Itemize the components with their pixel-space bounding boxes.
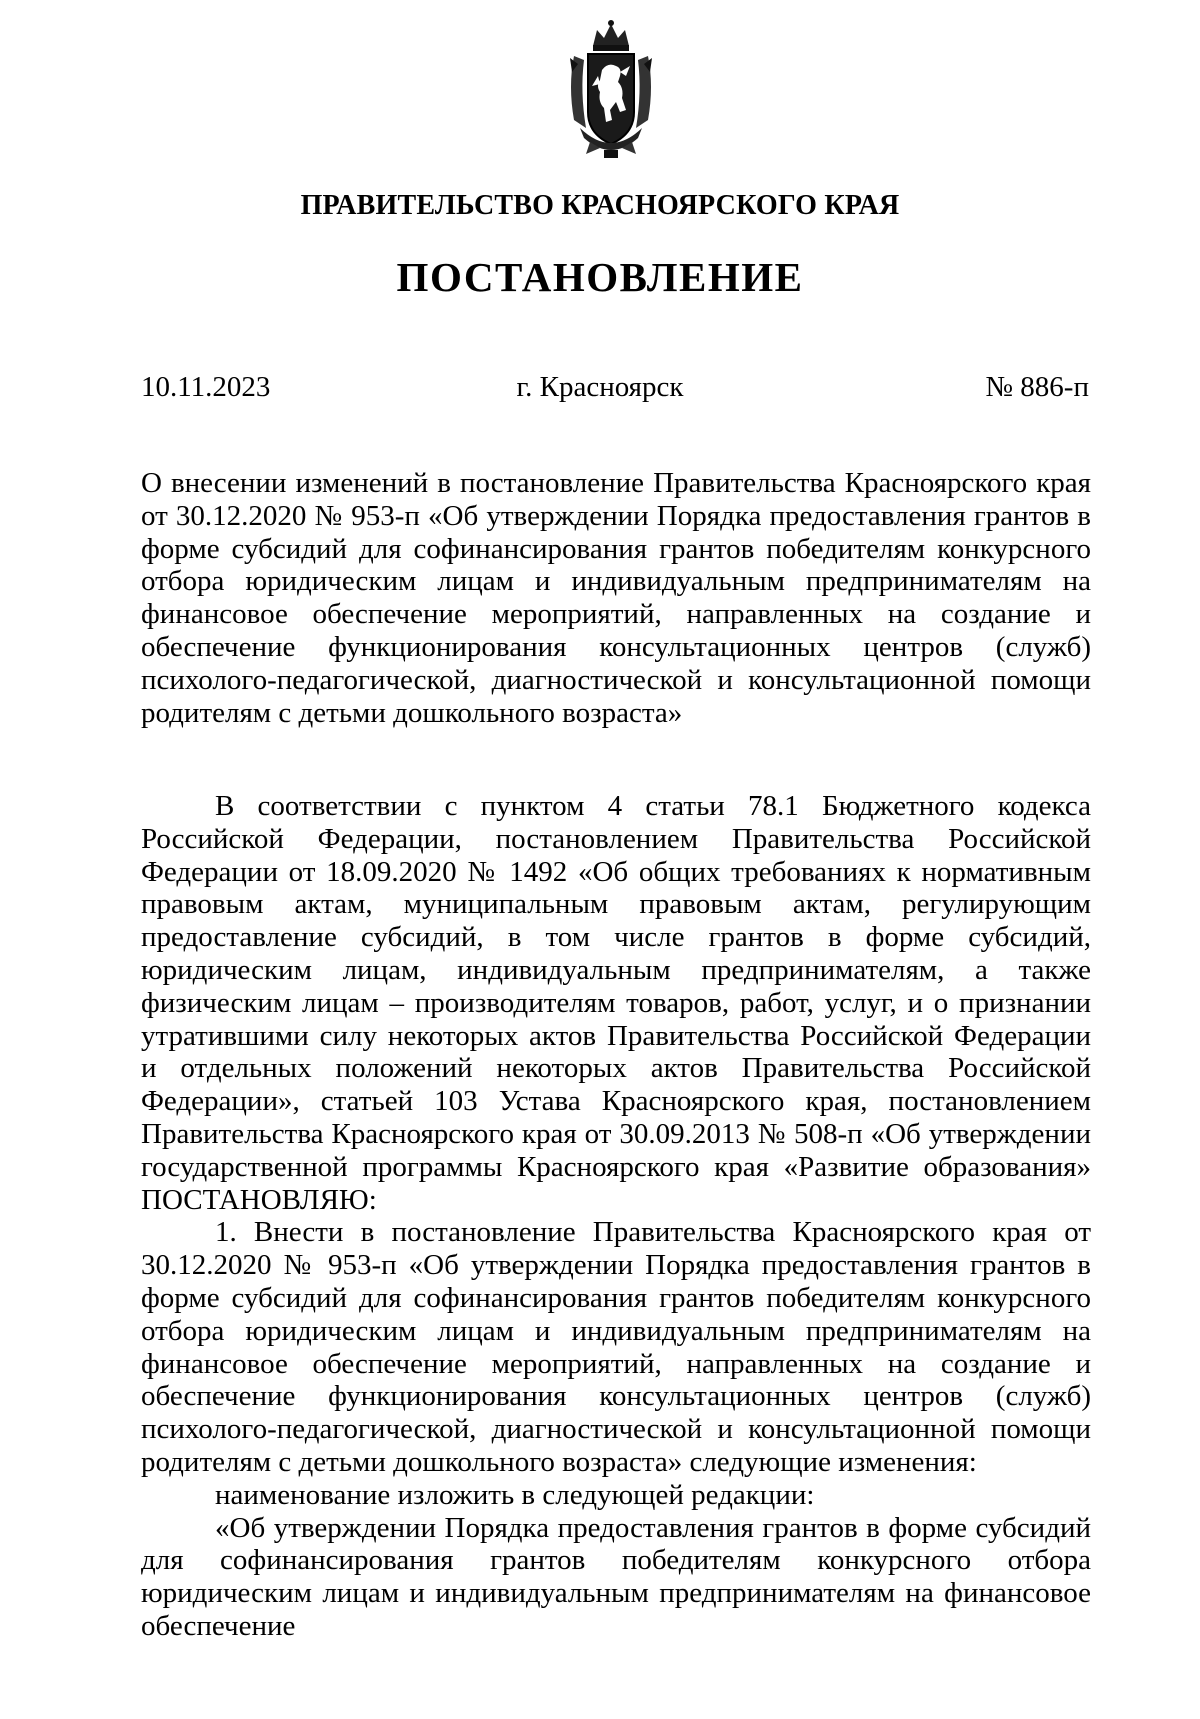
- document-title: О внесении изменений в постановление Правительства Красноярского края от 30.12.2020 № 953-п «Об утверждении Порядка предоставления грантов в форме субсидий для софинансирования грантов победителям конкурсного отбора юридическим лицам и индивидуальным предпринимателям на финансовое обеспечение мероприятий, направленных на создание и обеспечение функционирования консультационных центров (служб) психолого-педагогической, диагностической и консультационной помощи родителям с детьми дошкольного возраста»: [141, 467, 1091, 729]
- organization-heading: ПРАВИТЕЛЬСТВО КРАСНОЯРСКОГО КРАЯ: [300, 190, 900, 221]
- item-1-quote-paragraph: «Об утверждении Порядка предоставления грантов в форме субсидий для софинансирования грантов победителям конкурсного отбора юридическим лицам и индивидуальным предпринимателям на финансовое обеспечение: [141, 1511, 1091, 1642]
- document-city: г. Красноярск: [516, 371, 684, 403]
- document-number: № 886-п: [985, 371, 1089, 403]
- document-date: 10.11.2023: [141, 371, 271, 403]
- item-1-subparagraph: наименование изложить в следующей редакции:: [215, 1478, 815, 1511]
- document-type-heading: ПОСТАНОВЛЕНИЕ: [396, 254, 804, 300]
- preamble-paragraph: В соответствии с пунктом 4 статьи 78.1 Бюджетного кодекса Российской Федерации, постановлением Правительства Российской Федерации от 18.09.2020 № 1492 «Об общих требованиях к нормативным правовым актам, муниципальным правовым актам, регулирующим предоставление субсидий, в том числе грантов в форме субсидий, юридическим лицам, индивидуальным предпринимателям, а также физическим лицам – производителям товаров, работ, услуг, и о признании утратившими силу некоторых актов Правительства Российской Федерации и отдельных положений некоторых актов Правительства Российской Федерации», статьей 103 Устава Красноярского края, постановлением Правительства Красноярского края от 30.09.2013 № 508-п «Об утверждении государственной программы Красноярского края «Развитие образования» ПОСТАНОВЛЯЮ:: [141, 790, 1091, 1216]
- document-body: [141, 790, 1091, 1643]
- item-1-paragraph: 1. Внести в постановление Правительства Красноярского края от 30.12.2020 № 953-п «Об утверждении Порядка предоставления грантов в форме субсидий для софинансирования грантов победителям конкурсного отбора юридическим лицам и индивидуальным предпринимателям на финансовое обеспечение мероприятий, направленных на создание и обеспечение функционирования консультационных центров (служб) психолого-педагогической, диагностической и консультационной помощи родителям с детьми дошкольного возраста» следующие изменения:: [141, 1216, 1091, 1478]
- document-title-block: [141, 467, 1091, 729]
- coat-of-arms-icon: [560, 16, 662, 164]
